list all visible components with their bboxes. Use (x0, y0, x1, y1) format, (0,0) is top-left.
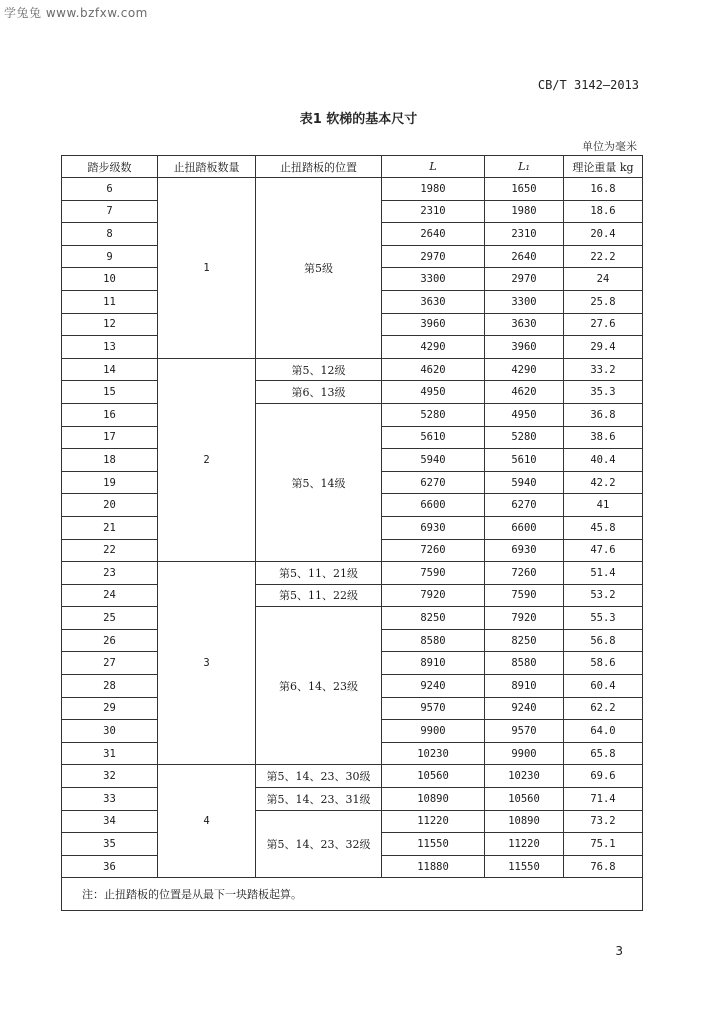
cell-steps: 18 (62, 449, 158, 472)
cell-anti-twist-count: 3 (158, 562, 256, 765)
cell-steps: 36 (62, 855, 158, 878)
cell-weight: 41 (564, 494, 643, 517)
cell-length-l: 4950 (382, 381, 485, 404)
cell-length-l1: 10560 (485, 788, 564, 811)
cell-steps: 19 (62, 471, 158, 494)
cell-length-l: 10560 (382, 765, 485, 788)
table-row (62, 358, 643, 381)
cell-anti-twist-position: 第5、14、23、31级 (256, 788, 382, 811)
cell-length-l1: 1650 (485, 178, 564, 201)
cell-length-l1: 5280 (485, 426, 564, 449)
cell-length-l: 10230 (382, 742, 485, 765)
cell-anti-twist-position: 第5、14、23、32级 (256, 810, 382, 878)
cell-length-l1: 3300 (485, 290, 564, 313)
cell-length-l: 8910 (382, 652, 485, 675)
cell-weight: 53.2 (564, 584, 643, 607)
cell-length-l1: 11220 (485, 833, 564, 856)
cell-length-l: 7590 (382, 562, 485, 585)
cell-anti-twist-count: 2 (158, 358, 256, 561)
cell-weight: 16.8 (564, 178, 643, 201)
cell-length-l1: 2970 (485, 268, 564, 291)
table-title: 表1 软梯的基本尺寸 (299, 112, 418, 127)
cell-length-l1: 5610 (485, 449, 564, 472)
cell-weight: 60.4 (564, 675, 643, 698)
cell-length-l: 1980 (382, 178, 485, 201)
cell-length-l: 11880 (382, 855, 485, 878)
cell-steps: 31 (62, 742, 158, 765)
header-length-l1: L₁ (485, 156, 564, 178)
cell-weight: 35.3 (564, 381, 643, 404)
cell-steps: 9 (62, 245, 158, 268)
cell-weight: 24 (564, 268, 643, 291)
cell-length-l: 3630 (382, 290, 485, 313)
cell-weight: 58.6 (564, 652, 643, 675)
cell-steps: 30 (62, 720, 158, 743)
cell-length-l1: 11550 (485, 855, 564, 878)
cell-steps: 27 (62, 652, 158, 675)
cell-length-l: 6930 (382, 516, 485, 539)
table-row (62, 403, 643, 426)
cell-steps: 11 (62, 290, 158, 313)
cell-anti-twist-position: 第5、12级 (256, 358, 382, 381)
cell-length-l1: 7590 (485, 584, 564, 607)
cell-weight: 64.0 (564, 720, 643, 743)
standard-code: CB/T 3142—2013 (537, 78, 639, 92)
note-row (62, 878, 643, 911)
cell-steps: 8 (62, 223, 158, 246)
cell-steps: 15 (62, 381, 158, 404)
cell-steps: 7 (62, 200, 158, 223)
cell-steps: 23 (62, 562, 158, 585)
cell-length-l: 4290 (382, 336, 485, 359)
cell-anti-twist-position: 第5、14、23、30级 (256, 765, 382, 788)
cell-weight: 62.2 (564, 697, 643, 720)
cell-steps: 17 (62, 426, 158, 449)
header-weight: 理论重量 kg (564, 156, 643, 178)
cell-weight: 55.3 (564, 607, 643, 630)
cell-weight: 27.6 (564, 313, 643, 336)
cell-length-l1: 8910 (485, 675, 564, 698)
cell-steps: 24 (62, 584, 158, 607)
cell-length-l1: 8580 (485, 652, 564, 675)
cell-length-l1: 4950 (485, 403, 564, 426)
cell-length-l1: 6600 (485, 516, 564, 539)
cell-length-l: 4620 (382, 358, 485, 381)
cell-steps: 33 (62, 788, 158, 811)
cell-length-l1: 7920 (485, 607, 564, 630)
table-row (62, 381, 643, 404)
cell-weight: 40.4 (564, 449, 643, 472)
table-note: 注：止扭踏板的位置是从最下一块踏板起算。 (62, 878, 643, 911)
cell-length-l1: 7260 (485, 562, 564, 585)
cell-length-l1: 3630 (485, 313, 564, 336)
table-row (62, 562, 643, 585)
cell-steps: 29 (62, 697, 158, 720)
cell-weight: 56.8 (564, 629, 643, 652)
cell-length-l1: 2640 (485, 245, 564, 268)
table-row (62, 178, 643, 201)
cell-weight: 51.4 (564, 562, 643, 585)
cell-length-l: 6270 (382, 471, 485, 494)
cell-steps: 10 (62, 268, 158, 291)
cell-length-l: 11220 (382, 810, 485, 833)
cell-length-l: 5940 (382, 449, 485, 472)
cell-weight: 42.2 (564, 471, 643, 494)
cell-length-l: 3960 (382, 313, 485, 336)
cell-length-l: 2310 (382, 200, 485, 223)
cell-weight: 38.6 (564, 426, 643, 449)
cell-weight: 73.2 (564, 810, 643, 833)
header-anti-twist-position: 止扭踏板的位置 (256, 156, 382, 178)
cell-anti-twist-count: 4 (158, 765, 256, 878)
cell-length-l: 3300 (382, 268, 485, 291)
cell-weight: 71.4 (564, 788, 643, 811)
cell-anti-twist-position: 第5、14级 (256, 403, 382, 561)
cell-length-l: 10890 (382, 788, 485, 811)
cell-weight: 25.8 (564, 290, 643, 313)
cell-steps: 16 (62, 403, 158, 426)
cell-length-l1: 3960 (485, 336, 564, 359)
cell-weight: 20.4 (564, 223, 643, 246)
table-row (62, 584, 643, 607)
cell-length-l1: 1980 (485, 200, 564, 223)
cell-length-l: 7920 (382, 584, 485, 607)
table-body (62, 178, 643, 878)
cell-length-l1: 4290 (485, 358, 564, 381)
cell-steps: 25 (62, 607, 158, 630)
cell-steps: 26 (62, 629, 158, 652)
watermark-text: 学兔兔 www.bzfxw.com (4, 6, 148, 20)
cell-steps: 12 (62, 313, 158, 336)
cell-length-l: 11550 (382, 833, 485, 856)
cell-length-l: 6600 (382, 494, 485, 517)
cell-length-l: 2970 (382, 245, 485, 268)
table-header-row (62, 156, 643, 178)
cell-length-l1: 9240 (485, 697, 564, 720)
cell-steps: 6 (62, 178, 158, 201)
cell-anti-twist-position: 第5级 (256, 178, 382, 359)
unit-label: 单位为毫米 (582, 140, 637, 153)
cell-length-l1: 4620 (485, 381, 564, 404)
table-row (62, 765, 643, 788)
cell-length-l1: 10230 (485, 765, 564, 788)
cell-weight: 76.8 (564, 855, 643, 878)
cell-weight: 47.6 (564, 539, 643, 562)
cell-steps: 21 (62, 516, 158, 539)
cell-length-l1: 9900 (485, 742, 564, 765)
cell-length-l1: 5940 (485, 471, 564, 494)
cell-anti-twist-position: 第5、11、21级 (256, 562, 382, 585)
header-steps: 踏步级数 (62, 156, 158, 178)
cell-weight: 75.1 (564, 833, 643, 856)
header-anti-twist-count: 止扭踏板数量 (158, 156, 256, 178)
cell-length-l: 8250 (382, 607, 485, 630)
cell-length-l: 9900 (382, 720, 485, 743)
cell-length-l: 9240 (382, 675, 485, 698)
cell-length-l: 2640 (382, 223, 485, 246)
cell-weight: 65.8 (564, 742, 643, 765)
cell-weight: 45.8 (564, 516, 643, 539)
cell-length-l1: 9570 (485, 720, 564, 743)
cell-weight: 33.2 (564, 358, 643, 381)
cell-anti-twist-position: 第6、14、23级 (256, 607, 382, 765)
ladder-dimensions-table (61, 155, 643, 911)
cell-anti-twist-count: 1 (158, 178, 256, 359)
cell-length-l: 9570 (382, 697, 485, 720)
cell-length-l: 8580 (382, 629, 485, 652)
cell-steps: 35 (62, 833, 158, 856)
table-row (62, 810, 643, 833)
cell-length-l1: 6270 (485, 494, 564, 517)
cell-steps: 28 (62, 675, 158, 698)
page-number: 3 (615, 944, 623, 958)
cell-length-l1: 6930 (485, 539, 564, 562)
cell-steps: 20 (62, 494, 158, 517)
cell-weight: 29.4 (564, 336, 643, 359)
cell-length-l1: 10890 (485, 810, 564, 833)
cell-length-l1: 8250 (485, 629, 564, 652)
cell-steps: 34 (62, 810, 158, 833)
cell-length-l: 5610 (382, 426, 485, 449)
cell-steps: 22 (62, 539, 158, 562)
cell-weight: 69.6 (564, 765, 643, 788)
cell-steps: 13 (62, 336, 158, 359)
cell-length-l1: 2310 (485, 223, 564, 246)
cell-weight: 36.8 (564, 403, 643, 426)
cell-length-l: 7260 (382, 539, 485, 562)
cell-weight: 18.6 (564, 200, 643, 223)
table-row (62, 788, 643, 811)
cell-anti-twist-position: 第5、11、22级 (256, 584, 382, 607)
header-length-l: L (382, 156, 485, 178)
cell-anti-twist-position: 第6、13级 (256, 381, 382, 404)
cell-weight: 22.2 (564, 245, 643, 268)
cell-length-l: 5280 (382, 403, 485, 426)
cell-steps: 32 (62, 765, 158, 788)
table-row (62, 607, 643, 630)
cell-steps: 14 (62, 358, 158, 381)
